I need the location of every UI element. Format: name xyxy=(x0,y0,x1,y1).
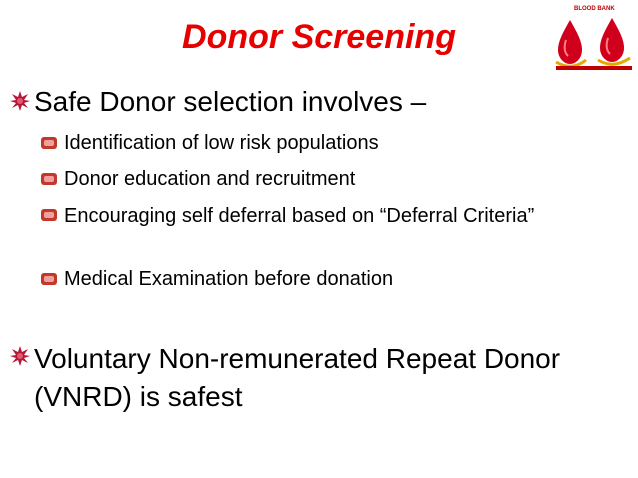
starburst-bullet-icon xyxy=(10,346,30,366)
sub-bullet-1: Identification of low risk populations xyxy=(64,132,379,154)
slide-title: Donor Screening xyxy=(182,18,456,56)
blood-bank-logo xyxy=(552,2,636,72)
ornate-bullet-icon xyxy=(40,207,58,223)
ornate-bullet-icon xyxy=(40,171,58,187)
logo-text: BLOOD BANK xyxy=(574,6,615,12)
ornate-bullet-icon xyxy=(40,271,58,287)
sub-bullet-3 xyxy=(64,202,584,230)
bullet-1: Safe Donor selection involves – xyxy=(34,86,427,117)
sub-bullet-2: Donor education and recruitment xyxy=(64,168,356,190)
sub-bullet-3-text: Encouraging self deferral based on “Deferral Criteria” xyxy=(64,205,535,227)
bullet-2: Voluntary Non-remunerated Repeat Donor (VNRD) is safest xyxy=(34,343,561,412)
starburst-bullet-icon xyxy=(10,91,30,111)
sub-bullet-4: Medical Examination before donation xyxy=(64,268,394,290)
ornate-bullet-icon xyxy=(40,135,58,151)
